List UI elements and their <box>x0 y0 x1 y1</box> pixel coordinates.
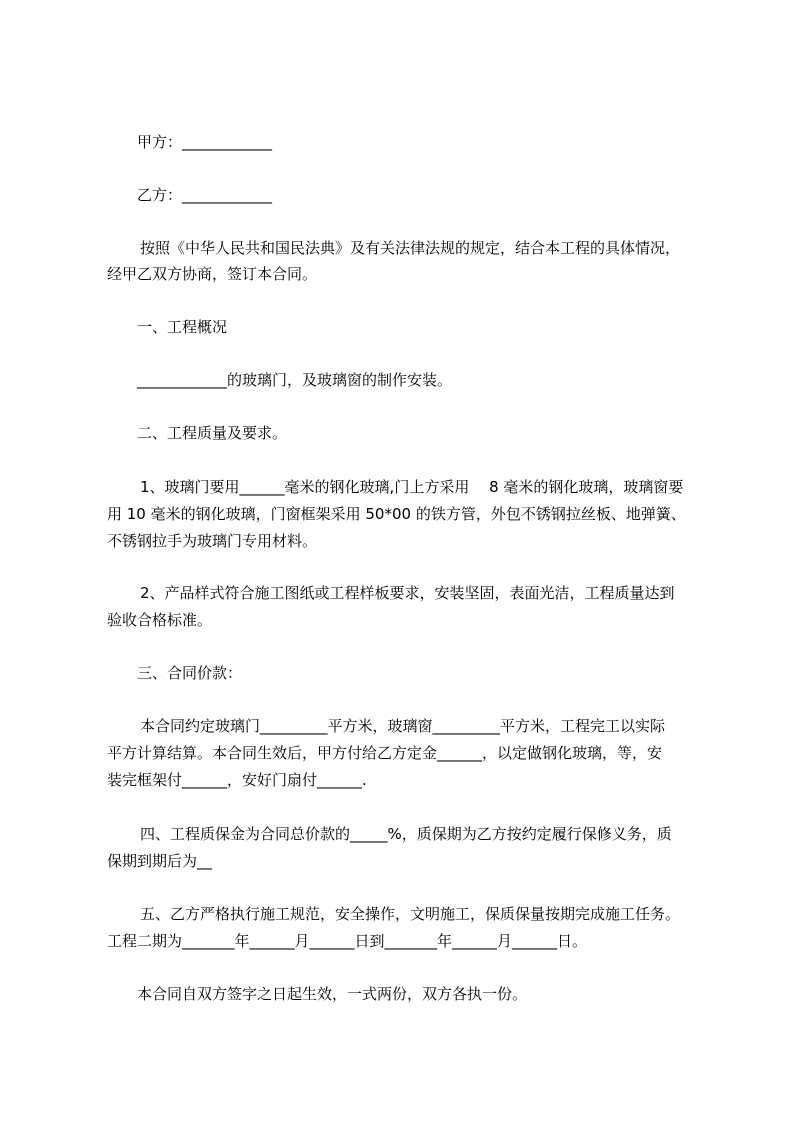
party-a-label: 甲方： <box>137 133 183 151</box>
section1-line-1: ____________的玻璃门，及玻璃窗的制作安装。 <box>137 371 453 389</box>
intro-line-2: 经甲乙双方协商，签订本合同。 <box>107 265 318 283</box>
party-b-line <box>137 185 272 205</box>
section4-line-2: 保期到期后为__ <box>107 852 213 870</box>
section3-heading: 三、合同价款： <box>137 664 243 682</box>
section2-item2-line-1: 2、产品样式符合施工图纸或工程样板要求，安装坚固，表面光洁，工程质量达到 <box>140 584 675 602</box>
section2-item2-line-2: 验收合格标准。 <box>107 611 213 629</box>
party-a-blank: ____________ <box>182 133 273 151</box>
section5-line-2: 工程二期为_______年______月______日到_______年______月______日。 <box>107 932 588 950</box>
section4-line-1: 四、工程质保金为合同总价款的_____%，质保期为乙方按约定履行保修义务，质 <box>140 825 672 843</box>
section3-line-3: 装完框架付______，安好门扇付______. <box>107 771 367 789</box>
section1-heading: 一、工程概况 <box>137 318 228 336</box>
party-b-blank: ____________ <box>182 186 273 204</box>
section5-line-1: 五、乙方严格执行施工规范，安全操作，文明施工，保质保量按期完成施工任务。 <box>140 905 681 923</box>
section3-line-1: 本合同约定玻璃门_________平方米，玻璃窗_________平方米，工程完工以实际 <box>140 717 666 735</box>
section2-item1-line-2: 用 10 毫米的钢化玻璃，门窗框架采用 50*00 的铁方管，外包不锈钢拉丝板、地弹簧、 <box>107 505 686 523</box>
intro-line-1: 按照《中华人民共和国民法典》及有关法律法规的规定，结合本工程的具体情况， <box>140 239 681 257</box>
section3-line-2: 平方计算结算。本合同生效后，甲方付给乙方定金______，以定做钢化玻璃，等，安 <box>107 744 663 762</box>
section2-item1-line-1: 1、玻璃门要用______毫米的钢化玻璃,门上方采用 8 毫米的钢化玻璃，玻璃窗要 <box>140 478 684 496</box>
party-a-line <box>137 132 272 152</box>
section2-item1-line-3: 不锈钢拉手为玻璃门专用材料。 <box>107 532 318 550</box>
section2-heading: 二、工程质量及要求。 <box>137 424 288 442</box>
party-b-label: 乙方： <box>137 186 183 204</box>
closing-line: 本合同自双方签字之日起生效，一式两份，双方各执一份。 <box>137 985 528 1003</box>
